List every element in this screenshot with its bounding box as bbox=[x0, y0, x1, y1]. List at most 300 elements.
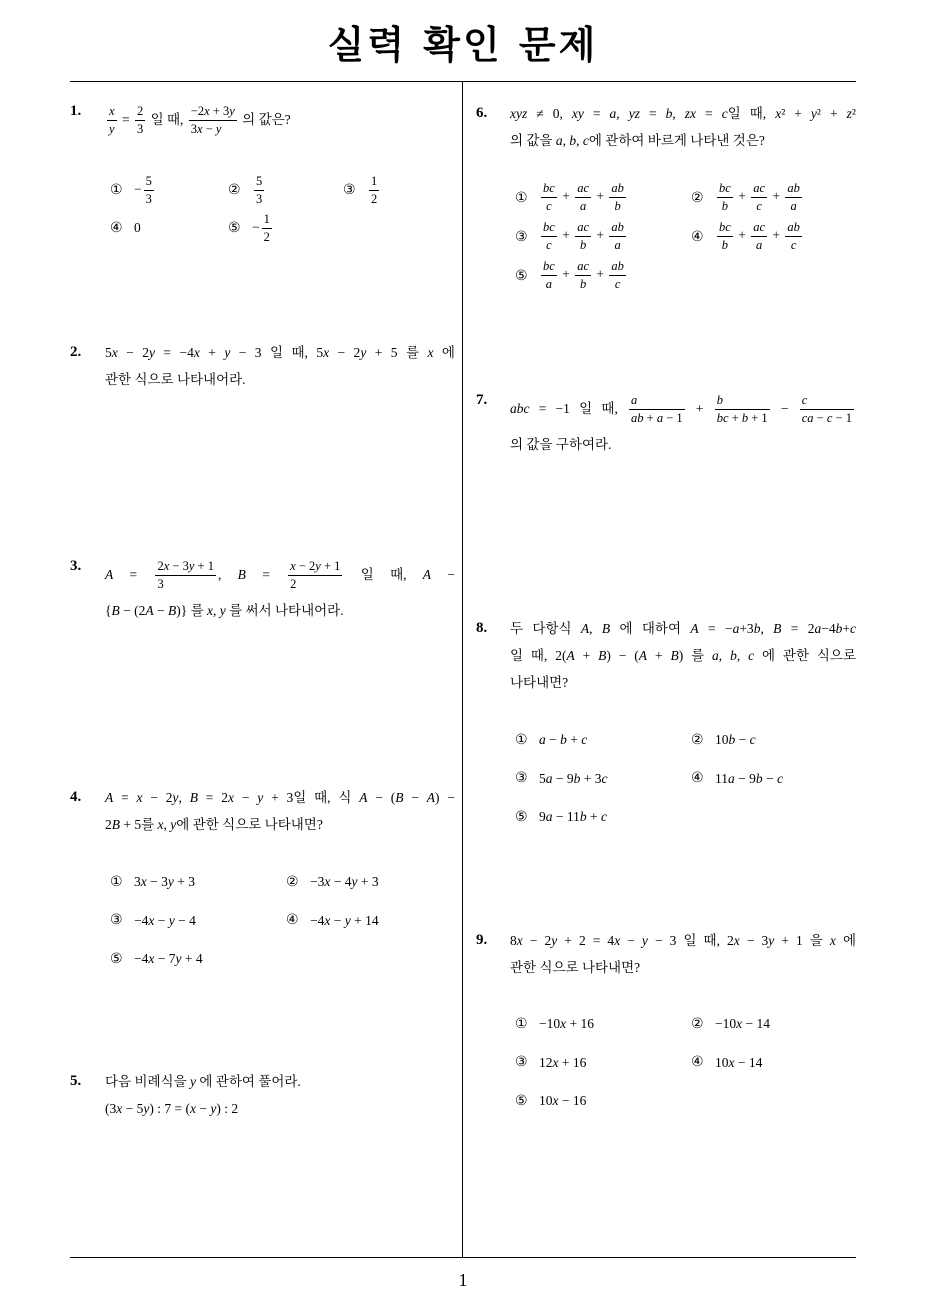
fraction-denominator: a bbox=[755, 238, 763, 252]
problem-3 bbox=[70, 553, 455, 624]
problem-number: 1. bbox=[70, 103, 82, 119]
fraction bbox=[785, 181, 802, 214]
choice-expression bbox=[715, 220, 804, 253]
problem-body bbox=[105, 1068, 455, 1122]
math-expression: A bbox=[580, 621, 590, 636]
math-expression: + bbox=[558, 188, 574, 204]
text-segment: 를 bbox=[187, 603, 207, 618]
choice-marker: ① bbox=[110, 873, 123, 890]
math-expression: xyz ≠ 0, xy = a, yz = b, zx = c bbox=[510, 106, 728, 121]
choice-expression bbox=[310, 914, 379, 928]
fraction bbox=[785, 220, 802, 253]
math-expression: a − b + c bbox=[539, 732, 588, 747]
math-expression: B = 2x − y + 3 bbox=[189, 790, 294, 805]
fraction bbox=[751, 220, 767, 253]
math-expression: − bbox=[252, 219, 260, 235]
fraction bbox=[155, 559, 216, 592]
problem-text-line bbox=[510, 387, 856, 431]
text-segment: 에 대하여 bbox=[610, 621, 691, 636]
fraction-denominator: c bbox=[546, 199, 552, 213]
fraction bbox=[107, 104, 117, 137]
fraction bbox=[541, 181, 557, 214]
math-expression: A − bbox=[422, 567, 455, 582]
math-expression: 2B + 5 bbox=[105, 817, 142, 832]
fraction-numerator: b bbox=[715, 393, 770, 410]
choice-expression bbox=[539, 1017, 594, 1031]
math-expression: 10b − c bbox=[715, 732, 756, 747]
math-expression: −4x − 7y + 4 bbox=[134, 951, 203, 966]
math-expression: + bbox=[593, 227, 608, 243]
text-segment: 일 때, bbox=[510, 648, 556, 663]
answer-choices bbox=[105, 171, 455, 247]
problem-text-line bbox=[510, 100, 856, 127]
problem-statement bbox=[510, 615, 856, 696]
math-expression: 3x − 3y + 3 bbox=[134, 874, 195, 889]
choice-marker: ④ bbox=[110, 220, 123, 236]
math-expression: −3x − 4y + 3 bbox=[310, 874, 379, 889]
answer-choices bbox=[510, 1005, 856, 1121]
fraction-denominator: 3 bbox=[157, 577, 164, 592]
answer-choice bbox=[691, 1043, 856, 1082]
choice-expression bbox=[715, 1017, 770, 1031]
problem-number: 2. bbox=[70, 344, 82, 360]
fraction-numerator: ac bbox=[575, 181, 591, 198]
problem-statement bbox=[105, 553, 455, 624]
problem-text-line bbox=[105, 98, 455, 142]
math-expression: 9a − 11b + c bbox=[539, 809, 607, 824]
math-expression: A = −a+3b bbox=[690, 621, 761, 636]
answer-choice bbox=[110, 863, 286, 902]
choice-expression bbox=[252, 212, 274, 245]
fraction-denominator: ca − c − 1 bbox=[801, 411, 852, 426]
problem-statement bbox=[105, 98, 455, 142]
fraction-numerator: ac bbox=[751, 220, 767, 237]
fraction bbox=[629, 393, 685, 426]
math-expression: x bbox=[157, 817, 164, 832]
choice-expression bbox=[539, 181, 628, 214]
fraction bbox=[254, 174, 264, 207]
text-segment: 관한 식으로 나타내면? bbox=[510, 960, 641, 975]
math-expression: b bbox=[730, 648, 737, 663]
fraction bbox=[751, 181, 767, 214]
text-segment: , bbox=[163, 817, 171, 832]
text-segment: 일 때, bbox=[727, 106, 776, 121]
fraction bbox=[800, 393, 854, 426]
problem-6 bbox=[476, 100, 856, 295]
math-expression: −4x − y − 4 bbox=[134, 912, 196, 928]
problem-4 bbox=[70, 784, 455, 978]
math-expression: 10x − 16 bbox=[539, 1093, 587, 1108]
problem-number: 6. bbox=[476, 105, 488, 121]
math-expression: − bbox=[134, 181, 142, 197]
fraction bbox=[609, 181, 626, 214]
answer-choice bbox=[515, 721, 691, 760]
text-segment: 일 때, bbox=[147, 112, 187, 127]
math-expression: −10x − 14 bbox=[715, 1016, 770, 1031]
problem-8 bbox=[476, 615, 856, 836]
fraction-numerator: 5 bbox=[254, 174, 264, 191]
problem-text-line bbox=[105, 339, 455, 366]
math-expression: − bbox=[771, 401, 798, 416]
text-segment: 를 bbox=[683, 648, 713, 663]
page-title: 실력 확인 문제 bbox=[327, 23, 599, 67]
fraction-numerator: bc bbox=[541, 220, 557, 237]
answer-choices bbox=[105, 863, 455, 979]
fraction bbox=[575, 259, 591, 292]
math-expression: 0 bbox=[134, 220, 141, 236]
problem-text-line bbox=[105, 1068, 455, 1095]
fraction-numerator: ac bbox=[575, 259, 591, 276]
math-expression: B = 2a−4b+c bbox=[773, 621, 856, 636]
answer-choice bbox=[110, 171, 228, 209]
text-segment: 일 때, bbox=[569, 401, 628, 416]
choice-expression bbox=[367, 174, 381, 207]
math-expression: abc = −1 bbox=[510, 401, 570, 416]
fraction-denominator: 2 bbox=[290, 577, 297, 592]
answer-choice bbox=[515, 1043, 691, 1082]
math-expression: A − (B − A) − bbox=[359, 790, 455, 805]
fraction-denominator: ab + a − 1 bbox=[631, 411, 683, 426]
problem-text-line bbox=[510, 927, 856, 954]
math-expression: x bbox=[427, 345, 434, 360]
fraction-denominator: bc + b + 1 bbox=[716, 411, 768, 426]
fraction bbox=[369, 174, 379, 207]
answer-choice bbox=[515, 217, 691, 256]
choice-expression bbox=[539, 259, 628, 292]
choice-marker: ③ bbox=[110, 912, 123, 929]
fraction bbox=[609, 259, 626, 292]
fraction-denominator: y bbox=[109, 122, 115, 137]
choice-marker: ⑤ bbox=[515, 267, 528, 284]
answer-choices bbox=[510, 178, 856, 295]
math-expression: 12x + 16 bbox=[539, 1054, 587, 1070]
answer-choice bbox=[515, 1082, 691, 1121]
choice-expression bbox=[539, 733, 587, 747]
math-expression: y bbox=[190, 1074, 196, 1089]
header-rule bbox=[70, 81, 856, 82]
math-expression: + bbox=[593, 266, 608, 282]
fraction-numerator: ab bbox=[785, 220, 802, 237]
text-segment: 을 bbox=[802, 933, 830, 948]
fraction-numerator: bc bbox=[717, 220, 733, 237]
fraction-denominator: a bbox=[545, 277, 553, 291]
fraction-denominator: 2 bbox=[371, 191, 378, 206]
choice-marker: ③ bbox=[515, 1054, 528, 1071]
text-segment: 관한 식으로 나타내어라. bbox=[105, 372, 246, 387]
answer-choice bbox=[286, 863, 455, 902]
choice-marker: ③ bbox=[343, 182, 356, 198]
fraction bbox=[262, 212, 272, 245]
choice-marker: ① bbox=[110, 182, 123, 198]
answer-choice bbox=[110, 901, 286, 940]
math-expression: (3x − 5y) : 7 = (x − y) : 2 bbox=[105, 1101, 239, 1116]
text-segment: 를 써서 나타내어라. bbox=[225, 603, 344, 618]
text-segment: , bbox=[736, 648, 749, 663]
fraction bbox=[144, 174, 154, 207]
problem-text-line bbox=[510, 127, 856, 154]
answer-choices bbox=[510, 721, 856, 837]
problem-number: 9. bbox=[476, 932, 488, 948]
choice-marker: ③ bbox=[515, 770, 528, 787]
choice-marker: ③ bbox=[515, 228, 528, 245]
fraction-denominator: b bbox=[721, 238, 729, 252]
problem-body bbox=[105, 98, 455, 247]
choice-marker: ④ bbox=[691, 770, 704, 787]
page-number: 1 bbox=[458, 1270, 468, 1290]
text-segment: 를 bbox=[141, 817, 158, 832]
fraction bbox=[575, 220, 591, 253]
text-segment: 에 관한 식으로 나타내면? bbox=[176, 817, 323, 832]
problem-text-line bbox=[105, 811, 455, 838]
text-segment: 다음 비례식을 bbox=[105, 1074, 190, 1089]
fraction-denominator: b bbox=[579, 238, 587, 252]
fraction bbox=[717, 220, 733, 253]
answer-choice bbox=[286, 901, 455, 940]
column-divider bbox=[462, 82, 463, 1258]
fraction bbox=[541, 259, 557, 292]
fraction-denominator: a bbox=[790, 199, 797, 213]
choice-expression bbox=[310, 875, 379, 889]
fraction-denominator: c bbox=[614, 277, 621, 291]
problem-text-line bbox=[105, 597, 455, 624]
math-expression: + bbox=[558, 227, 574, 243]
problem-number: 3. bbox=[70, 558, 82, 574]
choice-expression bbox=[715, 181, 804, 214]
math-expression: + bbox=[769, 227, 784, 243]
fraction-numerator: −2x + 3y bbox=[189, 104, 237, 121]
answer-choice bbox=[691, 217, 856, 256]
choice-marker: ① bbox=[515, 189, 528, 206]
choice-expression bbox=[539, 772, 608, 786]
answer-choice bbox=[110, 209, 228, 247]
choice-marker: ⑤ bbox=[110, 950, 123, 967]
fraction-numerator: 2x − 3y + 1 bbox=[155, 559, 216, 576]
math-expression: −4x − y + 14 bbox=[310, 912, 379, 928]
math-expression: x bbox=[207, 603, 213, 618]
math-expression: + bbox=[734, 227, 750, 243]
problem-9 bbox=[476, 927, 856, 1120]
problem-text-line bbox=[105, 1095, 455, 1122]
problem-statement bbox=[510, 387, 856, 458]
math-expression: = bbox=[118, 112, 133, 127]
fraction-denominator: 3 bbox=[256, 191, 263, 206]
choice-marker: ② bbox=[691, 1015, 704, 1032]
math-expression: + bbox=[734, 188, 750, 204]
text-segment: 에 bbox=[433, 345, 455, 360]
fraction-denominator: c bbox=[546, 238, 552, 252]
math-expression: x bbox=[829, 933, 836, 948]
problem-body bbox=[510, 387, 856, 458]
math-expression: a, b, c bbox=[555, 133, 589, 148]
choice-expression bbox=[134, 952, 203, 966]
fraction bbox=[189, 104, 237, 137]
choice-expression bbox=[134, 875, 195, 889]
problem-text-line bbox=[510, 954, 856, 981]
text-segment: , bbox=[213, 603, 220, 618]
problem-statement bbox=[105, 784, 455, 838]
math-expression: 8x − 2y + 2 = 4x − y − 3 bbox=[510, 933, 677, 948]
fraction bbox=[575, 181, 591, 214]
choice-expression bbox=[539, 220, 628, 253]
fraction-numerator: bc bbox=[541, 259, 557, 276]
fraction-denominator: a bbox=[614, 238, 621, 252]
text-segment: , bbox=[760, 621, 774, 636]
problem-statement bbox=[105, 1068, 455, 1122]
fraction-numerator: ab bbox=[609, 220, 626, 237]
problem-1 bbox=[70, 98, 455, 247]
choice-marker: ② bbox=[228, 182, 241, 198]
choice-expression bbox=[539, 810, 607, 824]
math-expression: A = bbox=[105, 567, 154, 582]
text-segment: 일 때, bbox=[344, 567, 423, 582]
problem-text-line bbox=[105, 366, 455, 393]
fraction-numerator: ab bbox=[609, 181, 626, 198]
choice-marker: ⑤ bbox=[228, 220, 241, 236]
fraction-denominator: c bbox=[790, 238, 797, 252]
choice-marker: ② bbox=[691, 731, 704, 748]
choice-marker: ② bbox=[691, 189, 704, 206]
choice-expression bbox=[715, 772, 783, 786]
answer-choice bbox=[691, 178, 856, 217]
math-expression: + bbox=[769, 188, 784, 204]
choice-expression bbox=[715, 1056, 762, 1070]
choice-expression bbox=[539, 1094, 586, 1108]
fraction-numerator: 2 bbox=[135, 104, 145, 121]
math-expression: 2x − 3y + 1 bbox=[727, 933, 803, 948]
fraction-numerator: x − 2y + 1 bbox=[288, 559, 342, 576]
text-segment: 일 때, bbox=[676, 933, 728, 948]
math-expression: c bbox=[748, 648, 755, 663]
problem-7 bbox=[476, 387, 856, 458]
math-expression: A = x − 2y bbox=[105, 790, 179, 805]
answer-choice bbox=[110, 940, 286, 979]
text-segment: , bbox=[718, 648, 731, 663]
answer-choice bbox=[691, 1005, 856, 1044]
problem-number: 4. bbox=[70, 789, 82, 805]
math-expression: y bbox=[170, 817, 177, 832]
fraction-denominator: a bbox=[579, 199, 587, 213]
math-expression: {B − (2A − B)} bbox=[105, 603, 188, 618]
problem-text-line bbox=[105, 553, 455, 597]
text-segment: , bbox=[178, 790, 190, 805]
text-segment: 에 관한 식으로 bbox=[754, 648, 857, 663]
math-expression: + bbox=[558, 266, 574, 282]
problem-body bbox=[105, 553, 455, 624]
fraction-denominator: b bbox=[614, 199, 621, 213]
problem-statement bbox=[510, 927, 856, 981]
fraction-numerator: bc bbox=[717, 181, 733, 198]
math-expression: 5x − 2y = −4x + y − 3 bbox=[105, 345, 262, 360]
math-expression: + bbox=[686, 401, 713, 416]
choice-expression bbox=[539, 1056, 586, 1070]
choice-marker: ② bbox=[286, 873, 299, 890]
fraction-numerator: ab bbox=[785, 181, 802, 198]
text-segment: 의 값은? bbox=[238, 112, 291, 127]
answer-choice bbox=[691, 759, 856, 798]
math-expression: B bbox=[601, 621, 611, 636]
problem-statement bbox=[510, 100, 856, 154]
answer-choice bbox=[343, 171, 455, 209]
problem-text-line bbox=[510, 615, 856, 642]
math-expression: , B = bbox=[217, 567, 287, 582]
fraction bbox=[135, 104, 145, 137]
fraction-numerator: 5 bbox=[144, 174, 154, 191]
problem-2 bbox=[70, 339, 455, 393]
choice-marker: ① bbox=[515, 731, 528, 748]
choice-expression bbox=[715, 733, 756, 747]
math-expression: + bbox=[593, 188, 608, 204]
fraction-numerator: ac bbox=[751, 181, 767, 198]
text-segment: 일 때, 식 bbox=[293, 790, 360, 805]
fraction bbox=[288, 559, 342, 592]
problem-body bbox=[510, 100, 856, 295]
problem-statement bbox=[105, 339, 455, 393]
choice-expression bbox=[134, 174, 156, 207]
answer-choice bbox=[515, 759, 691, 798]
choice-marker: ④ bbox=[286, 912, 299, 929]
problem-body bbox=[105, 784, 455, 978]
math-expression: 10x − 14 bbox=[715, 1054, 763, 1070]
fraction-numerator: 1 bbox=[262, 212, 272, 229]
text-segment: 를 bbox=[397, 345, 428, 360]
choice-marker: ④ bbox=[691, 1054, 704, 1071]
problem-text-line bbox=[510, 669, 856, 696]
problem-text-line bbox=[510, 431, 856, 458]
problem-text-line bbox=[105, 784, 455, 811]
math-expression: 5x − 2y + 5 bbox=[316, 345, 398, 360]
choice-expression bbox=[134, 914, 196, 928]
text-segment: 의 값을 구하여라. bbox=[510, 437, 612, 452]
fraction bbox=[541, 220, 557, 253]
fraction-denominator: b bbox=[579, 277, 587, 291]
footer-rule bbox=[70, 1257, 856, 1258]
fraction-numerator: x bbox=[107, 104, 117, 121]
answer-choice bbox=[228, 209, 343, 247]
answer-choice bbox=[515, 178, 691, 217]
problem-5 bbox=[70, 1068, 455, 1122]
text-segment: , bbox=[589, 621, 602, 636]
fraction-numerator: a bbox=[629, 393, 685, 410]
math-expression: 5a − 9b + 3c bbox=[539, 770, 608, 786]
choice-marker: ⑤ bbox=[515, 1092, 528, 1109]
fraction-numerator: ac bbox=[575, 220, 591, 237]
math-expression: 11a − 9b − c bbox=[715, 770, 783, 786]
fraction-denominator: c bbox=[756, 199, 762, 213]
problem-text-line bbox=[510, 642, 856, 669]
fraction-denominator: 3x − y bbox=[190, 122, 222, 137]
fraction-numerator: ab bbox=[609, 259, 626, 276]
text-segment: 두 다항식 bbox=[510, 621, 581, 636]
text-segment: 일 때, bbox=[261, 345, 317, 360]
choice-marker: ① bbox=[515, 1015, 528, 1032]
fraction-numerator: 1 bbox=[369, 174, 379, 191]
math-expression: −10x + 16 bbox=[539, 1016, 594, 1031]
answer-choice bbox=[691, 721, 856, 760]
text-segment: 나타내면? bbox=[510, 675, 569, 690]
math-expression: x² + y² + z² bbox=[775, 106, 856, 121]
text-segment: 에 관하여 풀어라. bbox=[196, 1074, 301, 1089]
problem-number: 5. bbox=[70, 1073, 82, 1089]
answer-choice bbox=[228, 171, 343, 209]
text-segment: 에 bbox=[835, 933, 857, 948]
math-expression: y bbox=[219, 603, 226, 618]
fraction-denominator: 2 bbox=[263, 229, 270, 244]
fraction bbox=[609, 220, 626, 253]
fraction-denominator: 3 bbox=[136, 122, 144, 137]
choice-expression bbox=[252, 174, 266, 207]
problem-body bbox=[105, 339, 455, 393]
problem-number: 8. bbox=[476, 620, 488, 636]
